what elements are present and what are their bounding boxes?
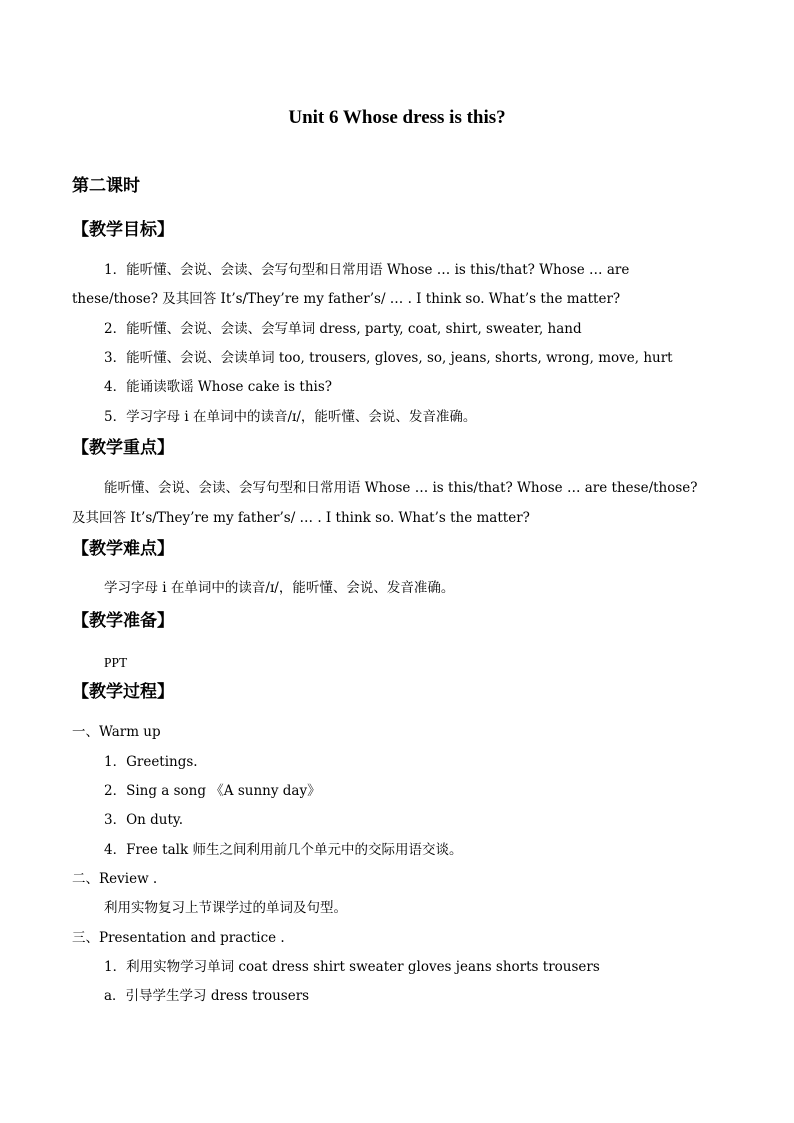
- process-part-1-item-4: 4．Free talk 师生之间利用前几个单元中的交际用语交谈。: [104, 842, 463, 858]
- objective-item-2: 2．能听懂、会说、会读、会写单词 dress, party, coat, shirt, sweater, hand: [104, 321, 582, 337]
- process-part-3-item-1: 1．利用实物学习单词 coat dress shirt sweater gloves jeans shorts trousers: [104, 959, 600, 975]
- process-part-2-line-1: 利用实物复习上节课学过的单词及句型。: [104, 900, 347, 916]
- process-part-1-item-3: 3．On duty.: [104, 812, 184, 828]
- section-heading-process: 【教学过程】: [72, 682, 174, 702]
- objective-item-1-line-1: 1．能听懂、会说、会读、会写句型和日常用语 Whose … is this/that? Whose … are: [104, 262, 630, 278]
- process-part-1-item-2: 2．Sing a song 《A sunny day》: [104, 783, 321, 799]
- section-heading-difficulties: 【教学难点】: [72, 539, 174, 559]
- section-heading-preparation: 【教学准备】: [72, 611, 174, 631]
- objective-item-3: 3．能听懂、会说、会读单词 too, trousers, gloves, so, jeans, shorts, wrong, move, hurt: [104, 350, 673, 366]
- document-title: Unit 6 Whose dress is this?: [288, 107, 506, 128]
- process-part-1: 一、Warm up: [72, 724, 161, 740]
- process-part-3: 三、Presentation and practice .: [72, 930, 285, 946]
- process-part-3-item-a: a．引导学生学习 dress trousers: [104, 988, 310, 1004]
- section-heading-key-points: 【教学重点】: [72, 438, 174, 458]
- objective-item-5: 5．学习字母 i 在单词中的读音/ɪ/，能听懂、会说、发音准确。: [104, 409, 477, 425]
- objective-item-1-line-2: these/those? 及其回答 It’s/They’re my father’s/ … . I think so. What’s the matter?: [72, 291, 621, 307]
- objective-item-4: 4．能诵读歌谣 Whose cake is this?: [104, 379, 332, 395]
- section-heading-objectives: 【教学目标】: [72, 220, 174, 240]
- process-part-2: 二、Review .: [72, 871, 158, 887]
- process-part-1-item-1: 1．Greetings.: [104, 754, 198, 770]
- preparation-line-1: PPT: [104, 655, 128, 670]
- key-points-line-1: 能听懂、会说、会读、会写句型和日常用语 Whose … is this/that? Whose … are these/those?: [104, 480, 698, 496]
- key-points-line-2: 及其回答 It’s/They’re my father’s/ … . I think so. What’s the matter?: [72, 510, 530, 526]
- difficulties-line-1: 学习字母 i 在单词中的读音/ɪ/，能听懂、会说、发音准确。: [104, 580, 455, 596]
- lesson-label: 第二课时: [72, 176, 140, 196]
